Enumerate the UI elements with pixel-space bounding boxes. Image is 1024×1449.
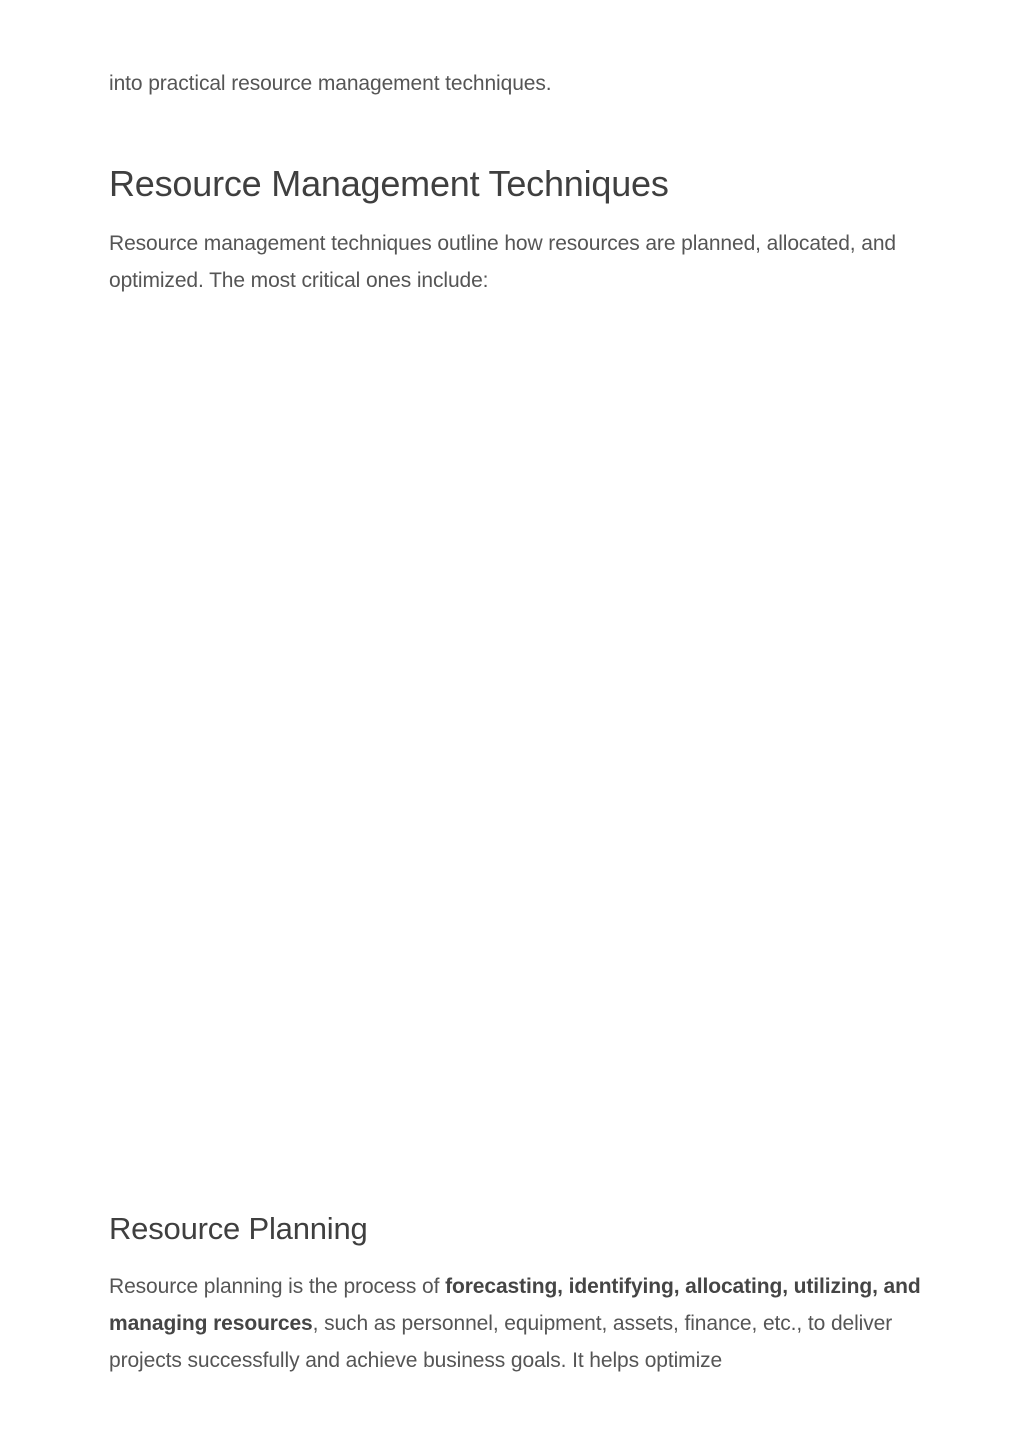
section-heading-resource-planning: Resource Planning [109,1211,368,1246]
intro-paragraph-tail: into practical resource management techniques. [109,72,552,95]
planning-text-bold: forecasting, identifying, allocating, utilizing, and managing resources [109,1275,921,1335]
resource-planning-paragraph [109,1268,959,1379]
blank-media-area [109,330,959,1180]
planning-text-end: , such as personnel, equipment, assets, finance, etc., to deliver projects successfully and achieve business goals. It helps optimize [109,1312,893,1372]
techniques-intro-paragraph: Resource management techniques outline how resources are planned, allocated, and optimized. The most critical ones include: [109,232,897,292]
section-heading-techniques: Resource Management Techniques [109,163,669,204]
planning-text-start: Resource planning is the process of [109,1275,446,1298]
